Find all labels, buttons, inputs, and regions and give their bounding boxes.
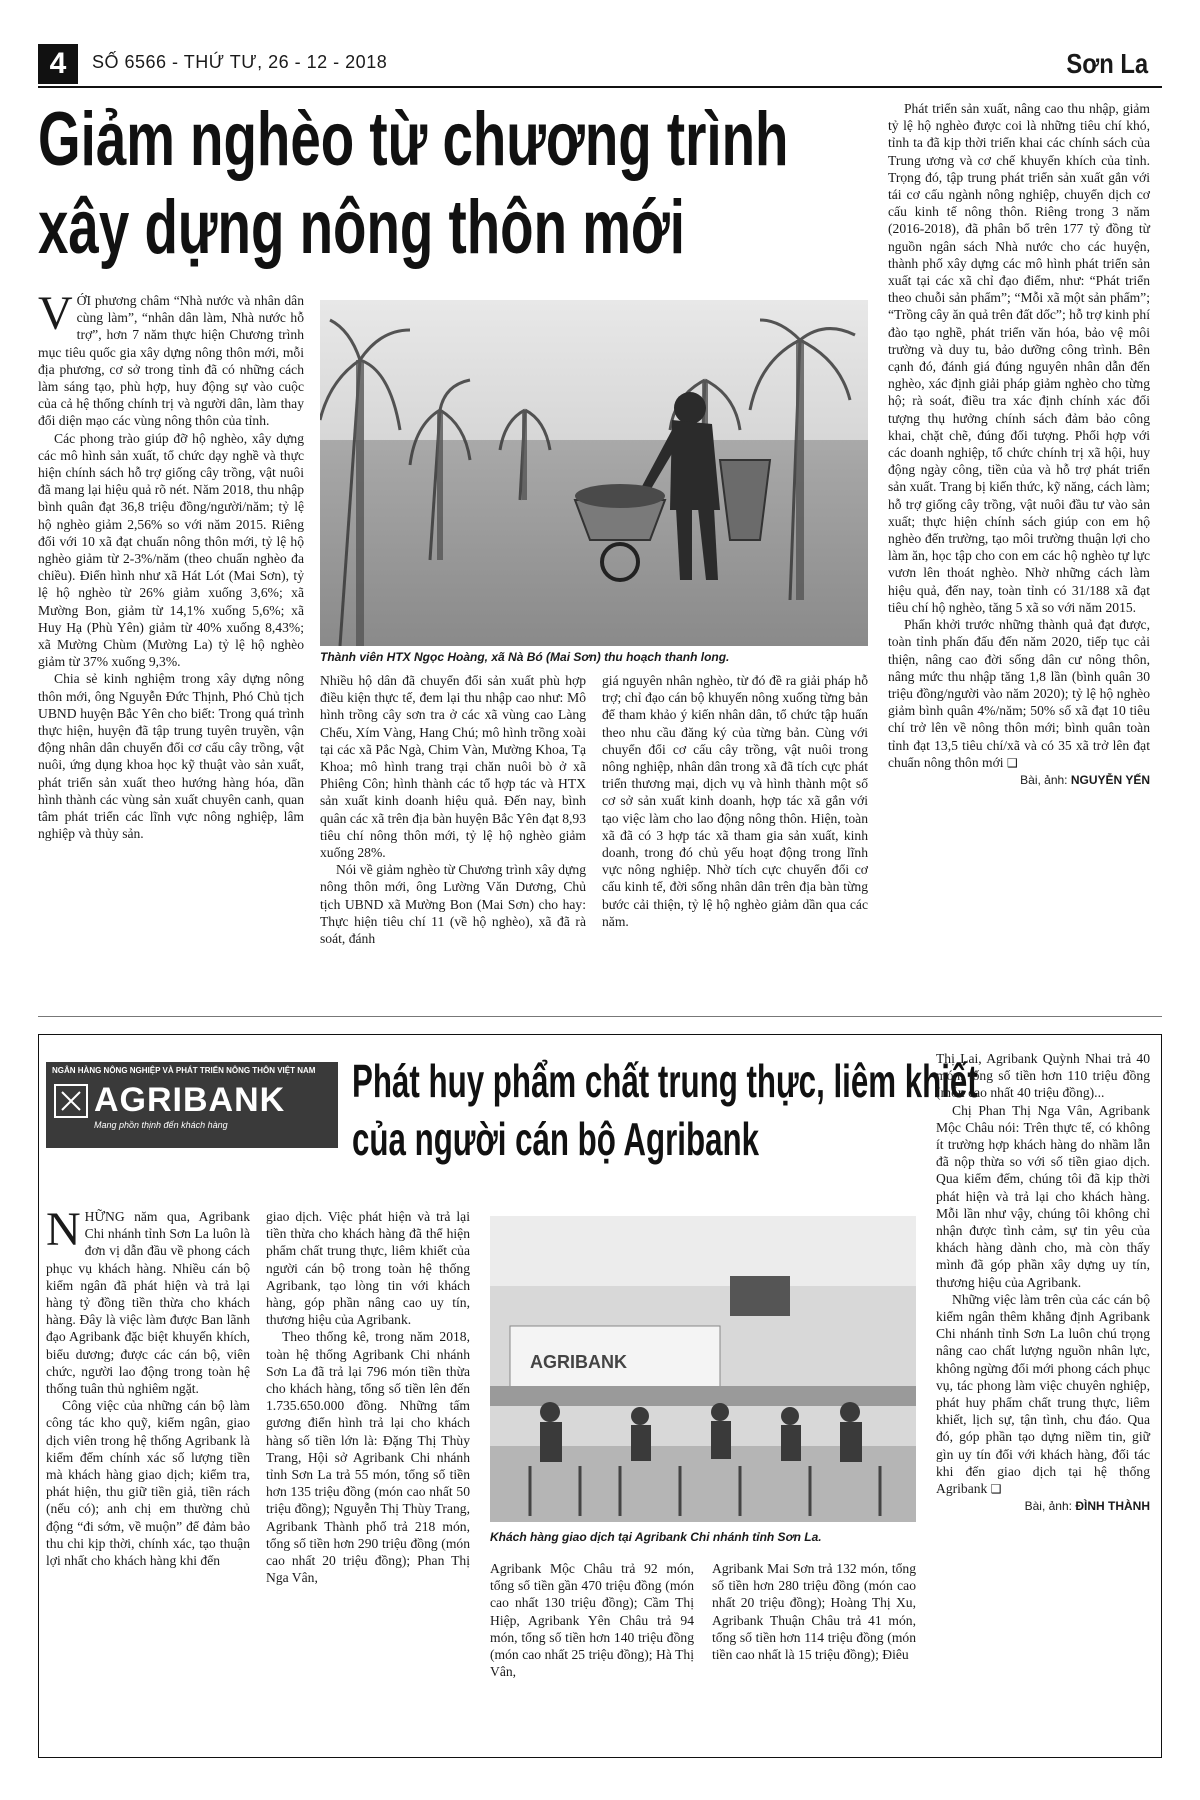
section-name: Sơn La (1066, 48, 1148, 79)
paragraph: Nói về giảm nghèo từ Chương trình xây dựng nông thôn mới, ông Lường Văn Dương, Chủ tịch UBND xã Mường Bon (Mai Sơn) cho hay: Thực hiện tiêu chí 11 (về hộ nghèo), xã đã rà soát, đánh (320, 862, 586, 947)
paragraph: giá nguyên nhân nghèo, từ đó đề ra giải pháp hỗ trợ; chỉ đạo cán bộ khuyến nông xuống từng bản để tham khảo ý kiến nhân dân, tổ chức tập huấn theo nhu cầu đăng ký của từng bản. Cùng với chuyển đổi cơ cấu cây trồng, vật nuôi trong nông nghiệp, nhân dân trong xã đã tích cực phát triển thương mại, dịch vụ và hình thành một số cơ sở sản xuất kinh doanh, hợp tác xã gắn với tạo việc làm cho lao động nông thôn. Hiện, toàn xã đã có 3 hợp tác xã tham gia sản xuất, kinh doanh, trong đó chủ yếu hoạt động trong lĩnh vực nông nghiệp. Nhờ tích cực chuyển đổi cơ cấu kinh tế, đời sống nhân dân trên địa bàn từng bước cải thiện, tỷ lệ hộ nghèo giảm dần qua các năm. (602, 673, 868, 929)
article2-headline-line2: của người cán bộ Agribank (352, 1113, 759, 1165)
bank-hall-image (490, 1216, 916, 1522)
dropcap: N (46, 1203, 81, 1256)
issue-info: SỐ 6566 - THỨ TƯ, 26 - 12 - 2018 (92, 52, 388, 72)
dragonfruit-field-image (320, 300, 868, 646)
agribank-emblem-icon (54, 1084, 88, 1118)
paragraph: Chị Phan Thị Nga Vân, Agribank Mộc Châu nói: Trên thực tế, có không ít trường hợp khách hàng do nhầm lẫn đã nộp thừa so với số tiền giao dịch. Qua kiểm đếm, chúng tôi đã kịp thời phát hiện và trả lại cho khách hàng. Mỗi lần như vậy, chúng tôi không chỉ nhận được tình cảm, sự tin yêu của khách hàng dành cho, mà còn thấy mình đã góp phần xây dựng uy tín, thương hiệu của Agribank. (936, 1102, 1150, 1290)
paragraph: Các phong trào giúp đỡ hộ nghèo, xây dựng các mô hình sản xuất, tổ chức dạy nghề và thực hiện chính sách hỗ trợ giống cây trồng, vật nuôi đã mang lại hiệu quả rõ nét. Năm 2018, thu nhập bình quân đạt 36,8 triệu đồng/người/năm; tỷ lệ hộ nghèo giảm 2,56% so với năm 2015. Riêng đối với 10 xã đạt chuẩn nông thôn mới, tỷ lệ hộ nghèo giảm từ 2-3%/năm (theo chuẩn nghèo đa chiều). Điển hình như xã Hát Lót (Mai Sơn), tỷ lệ hộ nghèo từ 26% giảm xuống 3,6%; xã Mường Bon, giảm từ 14,1% xuống 5,6%; xã Huy Hạ (Phù Yên) giảm từ 40% xuống 8,43%; xã Mường Chùm (Mường La) tỷ lệ hộ nghèo giảm từ 37% xuống 9,3%. (38, 430, 304, 670)
paragraph: Chia sẻ kinh nghiệm trong xây dựng nông thôn mới, ông Nguyễn Đức Thịnh, Phó Chủ tịch UBND huyện Bắc Yên cho biết: Trong quá trình thực hiện, huyện đã tập trung tuyên truyền, vận động nhân dân chuyển đổi cơ cấu cây trồng, vật nuôi, ứng dụng khoa học kỹ thuật vào sản xuất, phát triển sản xuất theo hướng hàng hóa, dần hình thành các vùng sản xuất chuyên canh, quan tâm phát triển các lĩnh vực nông nghiệp, lâm nghiệp và thủy sản. (38, 671, 304, 842)
article2-column-4 (712, 1560, 916, 1663)
article1-headline-line2: xây dựng nông thôn mới (38, 185, 685, 270)
paragraph: Nhiều hộ dân đã chuyển đổi sản xuất phù hợp điều kiện thực tế, đem lại thu nhập cao như: Mô hình trồng cây sơn tra ở các xã vùng cao Làng Chếu, Xím Vàng, Hang Chú; mô hình trồng xoài tại các xã Pắc Ngà, Chim Vàn, Mường Khoa, Tạ Khoa; mô hình trang trại chăn nuôi bò ở xã Phiêng Côn; hình thành các tổ hợp tác và HTX sản xuất kinh doanh hiệu quả. Đến nay, bình quân các xã trên địa bàn huyện Bắc Yên đạt 8,93 tiêu chí nông thôn mới, tỷ lệ hộ nghèo giảm xuống 28%. (320, 673, 586, 861)
end-mark-icon: ❑ (990, 1482, 1002, 1497)
article2-column-2 (266, 1208, 470, 1586)
end-mark-icon: ❑ (1006, 755, 1018, 770)
paragraph: giao dịch. Việc phát hiện và trả lại tiền thừa cho khách hàng đã thể hiện phẩm chất trung thực, liêm khiết của người cán bộ trong toàn hệ thống Agribank, tạo lòng tin với khách hàng, góp phần nâng cao uy tín, thương hiệu của Agribank. (266, 1209, 470, 1328)
article1-byline: Bài, ảnh: NGUYỄN YẾN (1020, 772, 1150, 787)
article2-headline-line1: Phát huy phẩm chất trung thực, liêm khiết (352, 1055, 978, 1107)
paragraph: Công việc của những cán bộ làm công tác kho quỹ, kiểm ngân, giao dịch viên trong hệ thống Agribank là kiểm đếm chính xác số lượng tiền mà khách hàng giao dịch; kiểm tra, phát hiện, thu giữ tiền giả, tiền rách (nếu có); anh chị em thường chủ động “đi sớm, về muộn” để đảm bảo thu chi kịp thời, chính xác, tạo thuận lợi nhất cho khách hàng khi đến (46, 1398, 250, 1569)
masthead-rule (38, 86, 1162, 88)
agribank-logo-text: AGRIBANK (94, 1081, 286, 1119)
agribank-slogan: Mang phồn thịnh đến khách hàng (94, 1120, 228, 1130)
paragraph: Theo thống kê, trong năm 2018, toàn hệ thống Agribank Chi nhánh Sơn La đã trả lại 796 món tiền thừa cho khách hàng, tổng số tiền lên đến 1.735.650.000 đồng. Những tấm gương điển hình trả lại cho khách hàng số tiền lớn là: Đặng Thị Thùy Trang, Hội sở Agribank Chi nhánh tỉnh Sơn La trả 55 món, tổng số tiền hơn 135 triệu đồng (món cao nhất 50 triệu đồng); Nguyễn Thị Thùy Trang, Agribank Thành phố trả 218 món, tổng số tiền hơn 290 triệu đồng (món cao nhất 20 triệu đồng); Phan Thị Nga Vân, (266, 1329, 470, 1586)
paragraph: Agribank Mai Sơn trả 132 món, tổng số tiền hơn 280 triệu đồng (món cao nhất 20 triệu đồng); Hoàng Thị Xu, Agribank Thuận Châu trả 41 món, tổng số tiền hơn 114 triệu đồng (món tiền cao nhất là 15 triệu đồng); Điêu (712, 1561, 916, 1663)
paragraph: ỚI phương châm “Nhà nước và nhân dân cùng làm”, “nhân dân làm, Nhà nước hỗ trợ”, hơn 7 năm thực hiện Chương trình mục tiêu quốc gia xây dựng nông thôn mới, mỗi địa phương, cơ sở trong tỉnh đã có những cách làm sáng tạo, phù hợp, huy động sự vào cuộc của cả hệ thống chính trị và người dân, làm thay đổi diện mạo các vùng nông thôn của tỉnh. (38, 293, 304, 429)
paragraph: Những việc làm trên của các cán bộ kiểm ngân thêm khẳng định Agribank Chi nhánh tỉnh Sơn La luôn chú trọng nâng cao chất lượng nguồn nhân lực, không ngừng đổi mới phong cách phục vụ, tác phong làm việc chuyên nghiệp, phát huy phẩm chất trung thực, liêm khiết, lịch sự, tận tình, chu đáo. Qua đó, góp phần tạo dựng niềm tin, giữ gìn uy tín đối với khách hàng, đối tác khi đến giao dịch tại hệ thống Agribank ❑ (936, 1291, 1150, 1497)
article2-byline: Bài, ảnh: ĐÌNH THÀNH (1024, 1499, 1150, 1514)
paragraph: Phát triển sản xuất, nâng cao thu nhập, giảm tỷ lệ hộ nghèo được coi là những tiêu chí khó, tỉnh ta đã kịp thời triển khai các chính sách của Trung ương và cơ chế khuyến khích của tỉnh. Trọng đó, tập trung phát triển sản xuất gắn với tái cơ cấu ngành nông nghiệp, chuyển dịch cơ cấu kinh tế nông thôn. Riêng trong 3 năm (2016-2018), đã phân bổ trên 177 tỷ đồng từ nguồn ngân sách Nhà nước cho các huyện, thành phố xây dựng các mô hình phát triển sản xuất tại các xã chỉ đạo điểm, như: “Phát triển theo chuỗi sản phẩm”; “Mỗi xã một sản phẩm”; “Trồng cây ăn quả trên đất dốc”; hỗ trợ kinh phí đào tạo nghề, phát triển văn hóa, bảo vệ môi trường và duy tu, bảo dưỡng công trình. Bên cạnh đó, đánh giá đúng nguyên nhân dẫn đến nghèo, xác định giải pháp giảm nghèo cho từng hộ; rà soát, điều tra xác định chính xác đối tượng thụ hưởng chính sách đảm bảo công khai, chặt chẽ, đúng đối tượng. Phối hợp với các doanh nghiệp, tổ chức chính trị xã hội, huy động ngày công, tiền của và hỗ trợ phát triển sản xuất. Trang bị kiến thức, kỹ năng, cách làm; hỗ trợ giống cây trồng, vật nuôi đầu tư vào sản xuất; thực hiện chính sách giúp con em hộ nghèo đến trường, tạo môi trường thuận lợi cho làm ăn, học tập cho con em các hộ nghèo tự lực vươn lên thoát nghèo. Nhờ những cách làm hiệu quả, đến nay, toàn tỉnh có 31/188 xã đạt tiêu chí hộ nghèo, tăng 5 xã so với năm 2015. (888, 101, 1150, 615)
article2-photo-caption: Khách hàng giao dịch tại Agribank Chi nhánh tỉnh Sơn La. (490, 1530, 822, 1544)
article1-column-2 (320, 672, 586, 947)
page-number: 4 (38, 44, 78, 84)
article2-column-5 (936, 1050, 1150, 1515)
bank-name: NGÂN HÀNG NÔNG NGHIỆP VÀ PHÁT TRIỂN NÔNG THÔN VIỆT NAM (52, 1066, 316, 1075)
paragraph: Phấn khởi trước những thành quả đạt được, toàn tỉnh phấn đấu đến năm 2020, tiếp tục cải thiện, nâng cao đời sống dân cư nông thôn, nâng mức thu nhập tăng 1,8 lần (bình quân 30 triệu đồng/người vào năm 2020); tỷ lệ hộ nghèo giảm bình quân 4%/năm; 50% số xã đạt 10 tiêu chí trở lên về nông thôn mới; bình quân toàn tỉnh đạt 13,5 tiêu chí/xã và có 35 xã trở lên đạt chuẩn nông thôn mới ❑ (888, 617, 1150, 770)
article1-headline (38, 96, 898, 276)
article2-column-1 (46, 1203, 250, 1569)
photo-sign-text: AGRIBANK (530, 1352, 627, 1372)
article1-photo (320, 300, 868, 646)
article2-photo (490, 1216, 916, 1522)
article1-headline-line1: Giảm nghèo từ chương trình (38, 97, 789, 182)
article1-photo-caption: Thành viên HTX Ngọc Hoàng, xã Nà Bó (Mai Sơn) thu hoạch thanh long. (320, 650, 730, 664)
dropcap: V (38, 287, 73, 340)
agribank-logo-block (46, 1062, 338, 1148)
paragraph: HỮNG năm qua, Agribank Chi nhánh tỉnh Sơn La luôn là đơn vị dẫn đầu về phong cách phục vụ khách hàng. Nhiều cán bộ kiểm ngân đã phát hiện và trả lại hàng tỷ đồng tiền thừa cho khách hàng. Đây là việc làm được Ban lãnh đạo Agribank đặc biệt khuyến khích, biểu dương; được các cán bộ, viên chức, người lao động trong toàn hệ thống tuân thủ nghiêm ngặt. (46, 1209, 250, 1397)
paragraph: Agribank Mộc Châu trả 92 món, tổng số tiền gần 470 triệu đồng (món cao nhất 130 triệu đồng); Cầm Thị Hiệp, Agribank Yên Châu trả 94 món, tổng số tiền hơn 140 triệu đồng (món cao nhất 25 triệu đồng); Hà Thị Vân, (490, 1561, 694, 1680)
article2-headline (352, 1052, 978, 1176)
article1-column-3 (602, 672, 868, 930)
article2-column-3 (490, 1560, 694, 1680)
article1-column-4 (888, 100, 1150, 789)
paragraph: Thị Lai, Agribank Quỳnh Nhai trả 40 món, tổng số tiền hơn 110 triệu đồng (món cao nhất 40 triệu đồng)... (936, 1051, 1150, 1101)
article-separator (38, 1016, 1162, 1017)
article1-column-1 (38, 287, 304, 843)
